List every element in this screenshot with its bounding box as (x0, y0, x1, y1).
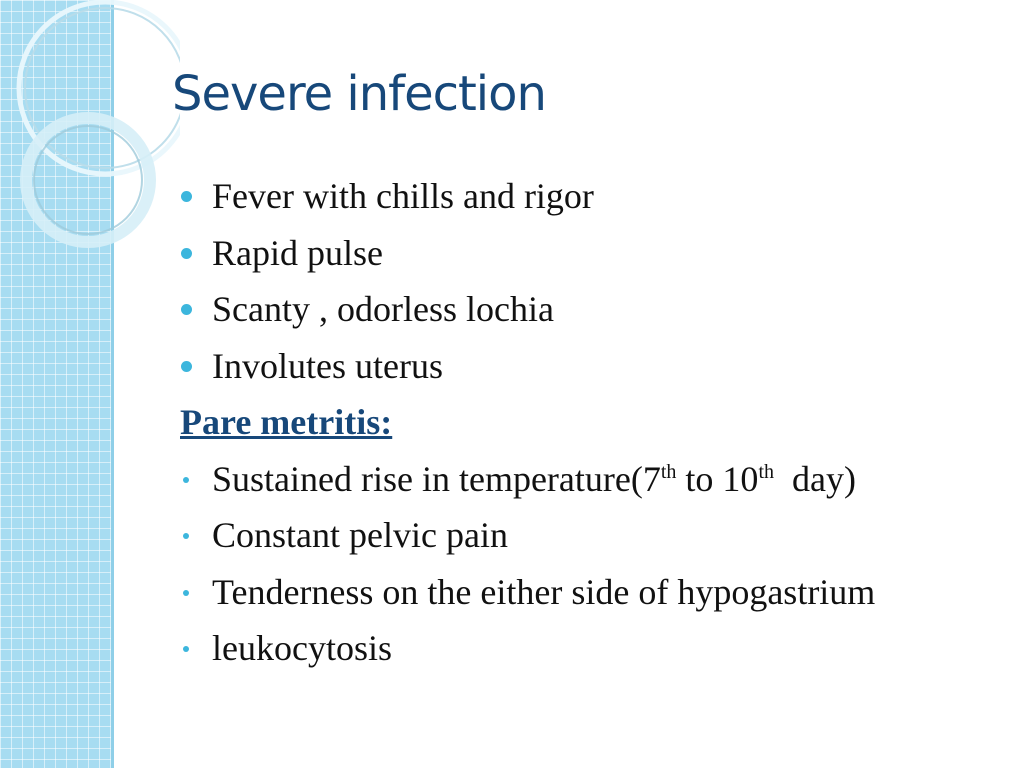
bullet-icon (181, 248, 192, 259)
list-item-text: leukocytosis (212, 628, 392, 668)
list-item (180, 168, 1000, 225)
bullet-icon (181, 304, 192, 315)
slide-title: Severe infection (172, 66, 546, 122)
list-item-text: Constant pelvic pain (212, 515, 508, 555)
superscript: th (758, 460, 774, 483)
list-item (180, 281, 1000, 338)
list-item (180, 620, 1000, 677)
list-item-text: Sustained rise in temperature(7th to 10th day) (212, 458, 856, 499)
side-decoration-band (0, 0, 113, 768)
subheading-row (180, 394, 1000, 451)
bullet-icon (183, 477, 189, 483)
list-item-text: Fever with chills and rigor (212, 176, 594, 216)
list-item-text: Involutes uterus (212, 345, 443, 386)
bullet-icon (183, 590, 189, 596)
subheading: Pare metritis: (180, 402, 393, 442)
bullet-icon (183, 646, 189, 652)
list-item (180, 225, 1000, 282)
list-item (180, 564, 1000, 621)
bullet-icon (183, 533, 189, 539)
list-item (180, 338, 1000, 395)
bullet-icon (181, 191, 192, 202)
list-item (180, 507, 1000, 564)
superscript: th (660, 460, 677, 483)
content-list (180, 168, 1000, 677)
list-item-text: Rapid pulse (212, 232, 383, 273)
list-item-text: Tenderness on the either side of hypogastrium (212, 571, 876, 612)
list-item-text: Scanty , odorless lochia (212, 289, 554, 329)
side-band-edge (111, 0, 114, 768)
list-item (180, 451, 1000, 508)
bullet-icon (181, 361, 192, 372)
